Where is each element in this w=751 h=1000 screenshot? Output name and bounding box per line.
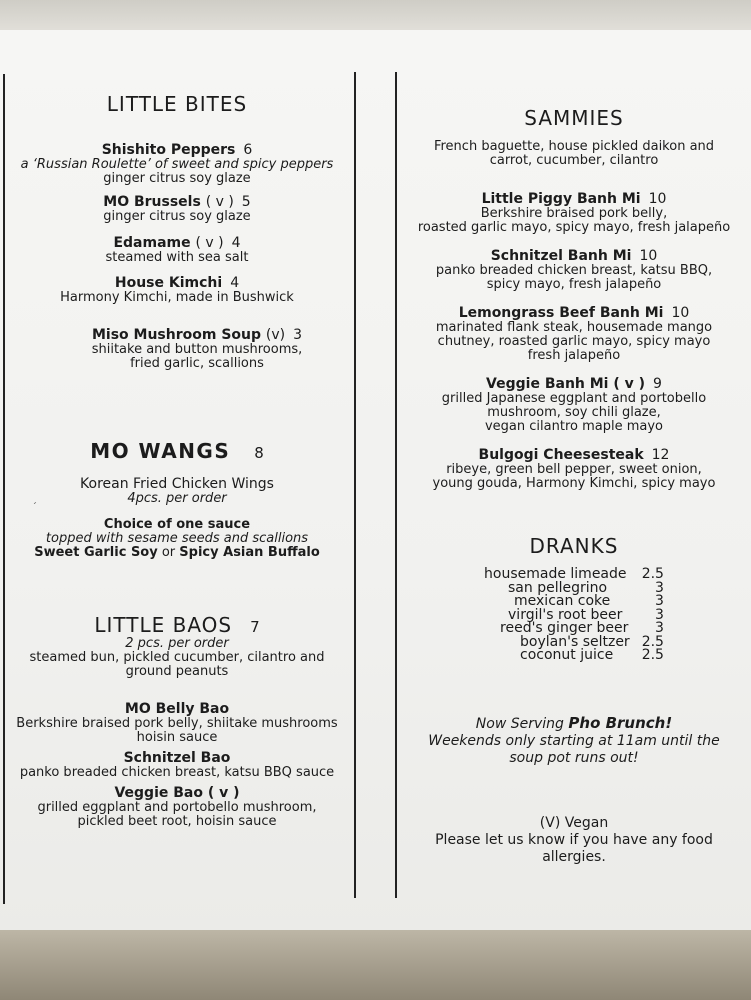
item-price: 10 <box>648 191 667 207</box>
item-desc: hoisin sauce <box>136 730 218 745</box>
list-item <box>484 649 664 663</box>
item-name: Veggie Banh Mi ( v ) <box>486 376 646 392</box>
item-price: 4 <box>230 275 240 291</box>
item-name: Bulgogi Cheesesteak <box>478 447 644 463</box>
menu-item <box>4 751 350 780</box>
drink-name: boylan's seltzer <box>520 633 630 650</box>
right-column <box>404 72 744 866</box>
menu-item <box>404 306 744 363</box>
vegan-tag: (v) <box>265 327 286 343</box>
drink-price: 2.5 <box>641 647 664 663</box>
menu-item <box>404 448 744 491</box>
item-desc: Berkshire braised pork belly, shiitake mushrooms <box>16 716 338 731</box>
menu-item <box>4 236 350 265</box>
drink-name: housemade limeade <box>484 566 627 582</box>
item-desc: roasted garlic mayo, spicy mayo, fresh jalapeño <box>417 220 731 235</box>
item-desc: pickled beet root, hoisin sauce <box>77 814 277 829</box>
sammies-desc: carrot, cucumber, cilantro <box>489 153 659 168</box>
drinks-list <box>484 568 664 663</box>
section-title-little-baos: LITTLE BAOS <box>94 613 233 637</box>
brunch-notice <box>404 715 744 767</box>
item-desc: Harmony Kimchi, made in Bushwick <box>60 290 294 305</box>
drink-name: mexican coke <box>514 593 611 609</box>
item-desc: fresh jalapeño <box>527 348 621 363</box>
brunch-highlight: Pho Brunch! <box>568 713 673 732</box>
item-desc: ginger citrus soy glaze <box>103 171 251 186</box>
item-desc: chutney, roasted garlic mayo, spicy mayo <box>437 334 711 349</box>
sauce-option: Sweet Garlic Soy <box>34 545 158 560</box>
section-price: 8 <box>254 444 264 462</box>
item-desc: fried garlic, scallions <box>130 356 264 371</box>
allergy-note: Please let us know if you have any food <box>435 831 713 848</box>
drink-price: 2.5 <box>641 633 664 650</box>
item-desc: spicy mayo, fresh jalapeño <box>486 277 662 292</box>
allergy-note: allergies. <box>542 848 606 865</box>
menu-item <box>404 377 744 434</box>
drink-price: 3 <box>655 593 664 609</box>
item-desc: panko breaded chicken breast, katsu BBQ, <box>435 263 713 278</box>
menu-item <box>4 786 350 829</box>
item-desc: Berkshire braised pork belly, <box>480 206 668 221</box>
menu-item <box>404 249 744 292</box>
item-name: MO Brussels <box>103 194 201 210</box>
baos-desc: steamed bun, pickled cucumber, cilantro and <box>29 650 325 665</box>
item-name: Lemongrass Beef Banh Mi <box>458 305 664 321</box>
section-title-sammies: SAMMIES <box>524 106 624 130</box>
item-price: 6 <box>243 142 253 158</box>
footer-notes <box>404 815 744 866</box>
item-name: Veggie Bao ( v ) <box>114 785 240 801</box>
item-price: 10 <box>671 305 690 321</box>
mo-wangs-count: 4pcs. per order <box>127 491 227 506</box>
baos-desc: ground peanuts <box>125 664 229 679</box>
mo-wangs-desc: Korean Fried Chicken Wings <box>80 476 274 492</box>
section-title-mo-wangs: MO WANGS <box>90 439 231 463</box>
sauce-or: or <box>157 545 180 560</box>
item-name: MO Belly Bao <box>124 701 230 717</box>
section-title-little-bites: LITTLE BITES <box>106 92 248 116</box>
drink-name: virgil's root beer <box>508 606 623 623</box>
sauce-options <box>4 546 350 560</box>
drink-name: coconut juice <box>520 647 614 663</box>
menu-item <box>4 143 350 186</box>
item-name: House Kimchi <box>114 275 223 291</box>
section-title-dranks: DRANKS <box>529 534 619 558</box>
vegan-legend: (V) Vegan <box>539 814 609 831</box>
sauce-topping: topped with sesame seeds and scallions <box>45 531 309 546</box>
sauce-choice-label: Choice of one sauce <box>103 517 251 532</box>
section-price: 7 <box>250 618 260 636</box>
item-price: 9 <box>653 376 662 392</box>
item-price: 4 <box>231 235 241 251</box>
vegan-tag: ( v ) <box>205 194 234 210</box>
item-desc: young gouda, Harmony Kimchi, spicy mayo <box>432 476 716 491</box>
menu-item <box>44 328 350 371</box>
table-surface <box>0 930 751 1000</box>
little-baos-header <box>4 613 350 637</box>
left-column <box>4 92 350 829</box>
item-price: 5 <box>241 194 251 210</box>
drink-price: 3 <box>655 579 664 596</box>
item-desc: ribeye, green bell pepper, sweet onion, <box>446 462 702 477</box>
item-desc: a ‘Russian Roulette’ of sweet and spicy peppers <box>20 157 334 172</box>
item-desc: grilled eggplant and portobello mushroom, <box>37 800 317 815</box>
drink-name: san pellegrino <box>508 579 608 596</box>
item-name: Little Piggy Banh Mi <box>481 191 641 207</box>
menu-item <box>4 195 350 224</box>
item-desc: shiitake and button mushrooms, <box>91 342 303 357</box>
item-price: 10 <box>639 248 658 264</box>
item-desc: grilled Japanese eggplant and portobello <box>441 391 707 406</box>
item-name: Shishito Peppers <box>101 142 236 158</box>
menu-item <box>4 702 350 745</box>
menu-item <box>4 276 350 305</box>
item-name: Edamame <box>113 235 191 251</box>
item-desc: marinated flank steak, housemade mango <box>435 320 713 335</box>
baos-count: 2 pcs. per order <box>125 636 229 651</box>
item-desc: panko breaded chicken breast, katsu BBQ sauce <box>19 765 335 780</box>
background-wall <box>0 0 751 34</box>
sauce-option: Spicy Asian Buffalo <box>179 545 320 560</box>
vegan-tag: ( v ) <box>195 235 224 251</box>
item-desc: vegan cilantro maple mayo <box>484 419 663 434</box>
drink-name: reed's ginger beer <box>500 620 629 636</box>
drink-price: 2.5 <box>641 566 664 582</box>
center-divider-line-2 <box>395 72 397 898</box>
item-name: Schnitzel Bao <box>123 750 231 766</box>
item-name: Schnitzel Banh Mi <box>490 248 632 264</box>
item-price: 3 <box>293 327 303 343</box>
item-desc: ginger citrus soy glaze <box>103 209 251 224</box>
sammies-desc: French baguette, house pickled daikon and <box>433 139 715 154</box>
item-desc: mushroom, soy chili glaze, <box>487 405 661 420</box>
center-divider-line-1 <box>354 72 356 898</box>
brunch-line: soup pot runs out! <box>509 749 639 766</box>
item-price: 12 <box>651 447 670 463</box>
pen-mark: ´ <box>32 502 37 513</box>
brunch-line: Weekends only starting at 11am until the <box>428 732 720 749</box>
drink-price: 3 <box>655 620 664 636</box>
item-name: Miso Mushroom Soup <box>91 327 262 343</box>
menu-item <box>404 192 744 235</box>
brunch-lead: Now Serving <box>475 715 569 732</box>
mo-wangs-header <box>4 439 350 463</box>
drink-price: 3 <box>655 606 664 623</box>
item-desc: steamed with sea salt <box>105 250 249 265</box>
